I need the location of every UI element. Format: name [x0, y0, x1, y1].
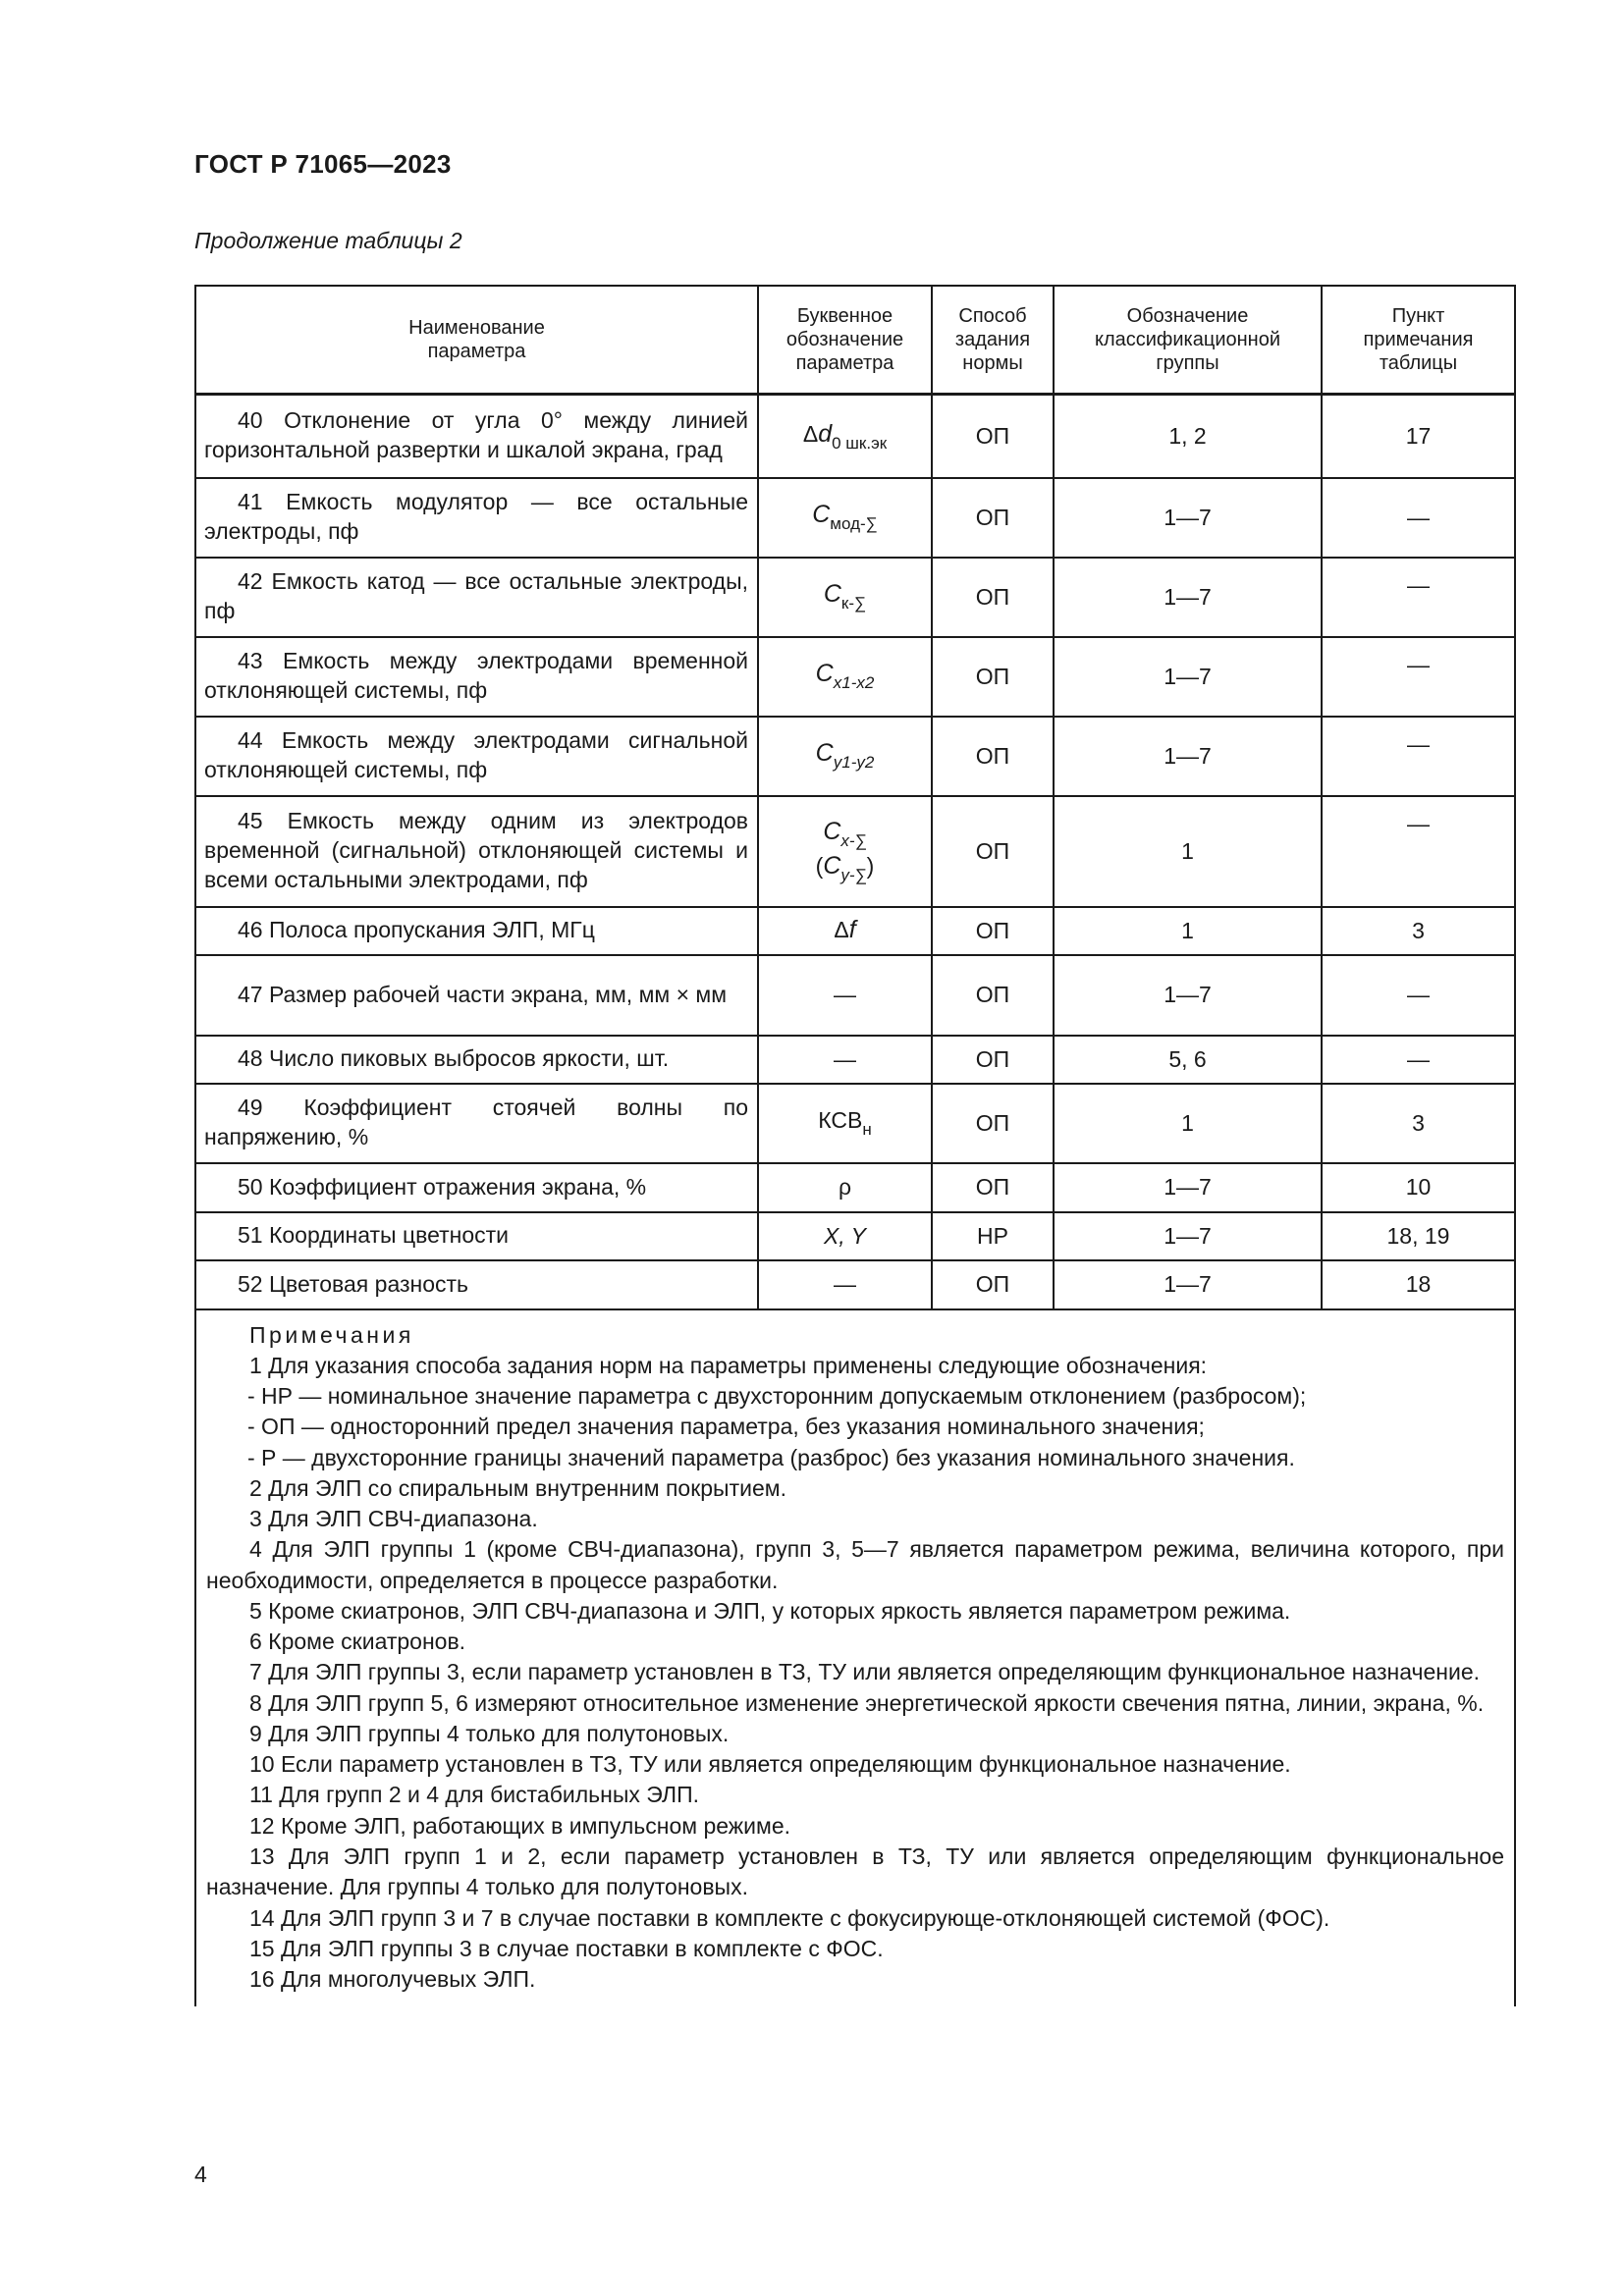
note-item: 14 Для ЭЛП групп 3 и 7 в случае поставки в комплекте с фокусирующе-отклоняющей системой (ФОС).	[249, 1904, 1330, 1931]
table-caption: Продолжение таблицы 2	[194, 228, 462, 253]
param-note: 17	[1322, 395, 1515, 478]
param-note: —	[1322, 558, 1515, 637]
param-method: ОП	[932, 558, 1054, 637]
note-dash-item: - Р — двухсторонние границы значений параметра (разброс) без указания номинального значения.	[247, 1444, 1295, 1470]
param-group: 1, 2	[1054, 395, 1322, 478]
param-name: 46 Полоса пропускания ЭЛП, МГц	[195, 907, 758, 955]
param-group: 1	[1054, 1084, 1322, 1163]
note-item: 4 Для ЭЛП группы 1 (кроме СВЧ-диапазона), групп 3, 5—7 является параметром режима, величина которого, при необходимости, определяется в процессе разработки.	[206, 1536, 1504, 1593]
col-header-method: Способ задания нормы	[932, 286, 1054, 395]
param-symbol: $\Delta d_{0 шк.эк}$	[758, 395, 932, 478]
table-row	[195, 478, 1515, 558]
param-note: 3	[1322, 1084, 1515, 1163]
param-symbol: X, Y	[758, 1212, 932, 1260]
param-symbol: $C_{x1-x2}$	[758, 637, 932, 717]
param-note: —	[1322, 478, 1515, 558]
table-row	[195, 1163, 1515, 1212]
table-row	[195, 1212, 1515, 1260]
note-dash-item: - ОП — односторонний предел значения параметра, без указания номинального значения;	[247, 1414, 1205, 1440]
param-note: —	[1322, 955, 1515, 1036]
table-row	[195, 907, 1515, 955]
notes-block	[195, 1309, 1515, 2007]
note-item: 9 Для ЭЛП группы 4 только для полутоновых.	[249, 1720, 730, 1746]
param-symbol: Δf	[758, 907, 932, 955]
param-name: 51 Координаты цветности	[195, 1212, 758, 1260]
param-symbol: ρ	[758, 1163, 932, 1212]
param-note: —	[1322, 1036, 1515, 1084]
param-name: 44 Емкость между электродами сигнальной отклоняющей системы, пф	[195, 717, 758, 796]
param-note: 18	[1322, 1260, 1515, 1309]
page-number: 4	[194, 2162, 207, 2187]
col-header-group: Обозначение классификационной группы	[1054, 286, 1322, 395]
table-row	[195, 796, 1515, 907]
parameters-table	[194, 285, 1516, 2006]
note-item: 10 Если параметр установлен в ТЗ, ТУ или является определяющим функциональное назначение.	[249, 1751, 1291, 1778]
param-name: 45 Емкость между одним из электродов временной (сигнальной) отклоняющей системы и всеми остальными электродами, пф	[195, 796, 758, 907]
table-row	[195, 395, 1515, 478]
col-header-name: Наименование параметра	[195, 286, 758, 395]
param-note: —	[1322, 637, 1515, 717]
param-method: ОП	[932, 1036, 1054, 1084]
param-method: ОП	[932, 1163, 1054, 1212]
note-item: 2 Для ЭЛП со спиральным внутренним покрытием.	[249, 1474, 786, 1501]
notes-title: Примечания	[249, 1321, 414, 1348]
param-note: 18, 19	[1322, 1212, 1515, 1260]
table-row	[195, 1084, 1515, 1163]
param-method: НР	[932, 1212, 1054, 1260]
note-item: 3 Для ЭЛП СВЧ-диапазона.	[249, 1506, 538, 1532]
param-method: ОП	[932, 1084, 1054, 1163]
param-name: 47 Размер рабочей части экрана, мм, мм × мм	[195, 955, 758, 1036]
note-item: 15 Для ЭЛП группы 3 в случае поставки в комплекте с ФОС.	[249, 1935, 884, 1961]
param-method: ОП	[932, 717, 1054, 796]
param-group: 5, 6	[1054, 1036, 1322, 1084]
note-item: 16 Для многолучевых ЭЛП.	[249, 1966, 536, 1993]
param-method: ОП	[932, 478, 1054, 558]
param-name: 48 Число пиковых выбросов яркости, шт.	[195, 1036, 758, 1084]
col-header-symbol: Буквенное обозначение параметра	[758, 286, 932, 395]
param-name: 52 Цветовая разность	[195, 1260, 758, 1309]
param-symbol: $КСВ_н$	[758, 1084, 932, 1163]
note-item: 6 Кроме скиатронов.	[249, 1629, 466, 1655]
param-note: 10	[1322, 1163, 1515, 1212]
param-group: 1—7	[1054, 558, 1322, 637]
param-name: 49 Коэффициент стоячей волны по напряжению, %	[195, 1084, 758, 1163]
param-method: ОП	[932, 796, 1054, 907]
note-item: 12 Кроме ЭЛП, работающих в импульсном режиме.	[249, 1812, 791, 1839]
param-symbol: $C_{мод-\sum}$	[758, 478, 932, 558]
param-name: 43 Емкость между электродами временной отклоняющей системы, пф	[195, 637, 758, 717]
document-code: ГОСТ Р 71065—2023	[194, 149, 452, 179]
note-item: 13 Для ЭЛП групп 1 и 2, если параметр установлен в ТЗ, ТУ или является определяющим функциональное назначение. Для группы 4 только для полутоновых.	[206, 1843, 1504, 1900]
param-symbol: $C_{к-\sum}$	[758, 558, 932, 637]
col-header-note: Пункт примечания таблицы	[1322, 286, 1515, 395]
param-method: ОП	[932, 955, 1054, 1036]
note-item: 8 Для ЭЛП групп 5, 6 измеряют относительное изменение энергетической яркости свечения пятна, линии, экрана, %.	[249, 1689, 1485, 1716]
param-name: 40 Отклонение от угла 0° между линией горизонтальной развертки и шкалой экрана, град	[195, 395, 758, 478]
param-name: 41 Емкость модулятор — все остальные электроды, пф	[195, 478, 758, 558]
param-method: ОП	[932, 395, 1054, 478]
param-group: 1—7	[1054, 1212, 1322, 1260]
param-method: ОП	[932, 907, 1054, 955]
param-symbol: —	[758, 1260, 932, 1309]
param-symbol: $C_{y1-y2}$	[758, 717, 932, 796]
param-name: 50 Коэффициент отражения экрана, %	[195, 1163, 758, 1212]
param-group: 1—7	[1054, 478, 1322, 558]
param-name: 42 Емкость катод — все остальные электроды, пф	[195, 558, 758, 637]
param-symbol: $C_{x-\sum}$ $(C_{y-\sum})$	[758, 796, 932, 907]
table-row	[195, 637, 1515, 717]
table-row	[195, 558, 1515, 637]
param-note: 3	[1322, 907, 1515, 955]
param-group: 1	[1054, 796, 1322, 907]
table-header-row	[195, 286, 1515, 395]
table-row	[195, 955, 1515, 1036]
table-row	[195, 1260, 1515, 1309]
param-symbol: —	[758, 1036, 932, 1084]
note-item: 7 Для ЭЛП группы 3, если параметр установлен в ТЗ, ТУ или является определяющим функциональное назначение.	[249, 1659, 1481, 1685]
param-method: ОП	[932, 1260, 1054, 1309]
param-group: 1—7	[1054, 637, 1322, 717]
param-symbol: —	[758, 955, 932, 1036]
table-row	[195, 717, 1515, 796]
param-method: ОП	[932, 637, 1054, 717]
notes-row	[195, 1309, 1515, 2007]
param-group: 1—7	[1054, 955, 1322, 1036]
note-dash-item: - НР — номинальное значение параметра с двухсторонним допускаемым отклонением (разбросом);	[247, 1383, 1307, 1410]
note-item: 1 Для указания способа задания норм на параметры применены следующие обозначения:	[249, 1352, 1208, 1378]
table-row	[195, 1036, 1515, 1084]
note-item: 11 Для групп 2 и 4 для бистабильных ЭЛП.	[249, 1782, 700, 1808]
param-group: 1	[1054, 907, 1322, 955]
param-group: 1—7	[1054, 1260, 1322, 1309]
param-group: 1—7	[1054, 717, 1322, 796]
param-group: 1—7	[1054, 1163, 1322, 1212]
param-note: —	[1322, 717, 1515, 796]
note-item: 5 Кроме скиатронов, ЭЛП СВЧ-диапазона и ЭЛП, у которых яркость является параметром режима.	[249, 1597, 1291, 1624]
param-note: —	[1322, 796, 1515, 907]
